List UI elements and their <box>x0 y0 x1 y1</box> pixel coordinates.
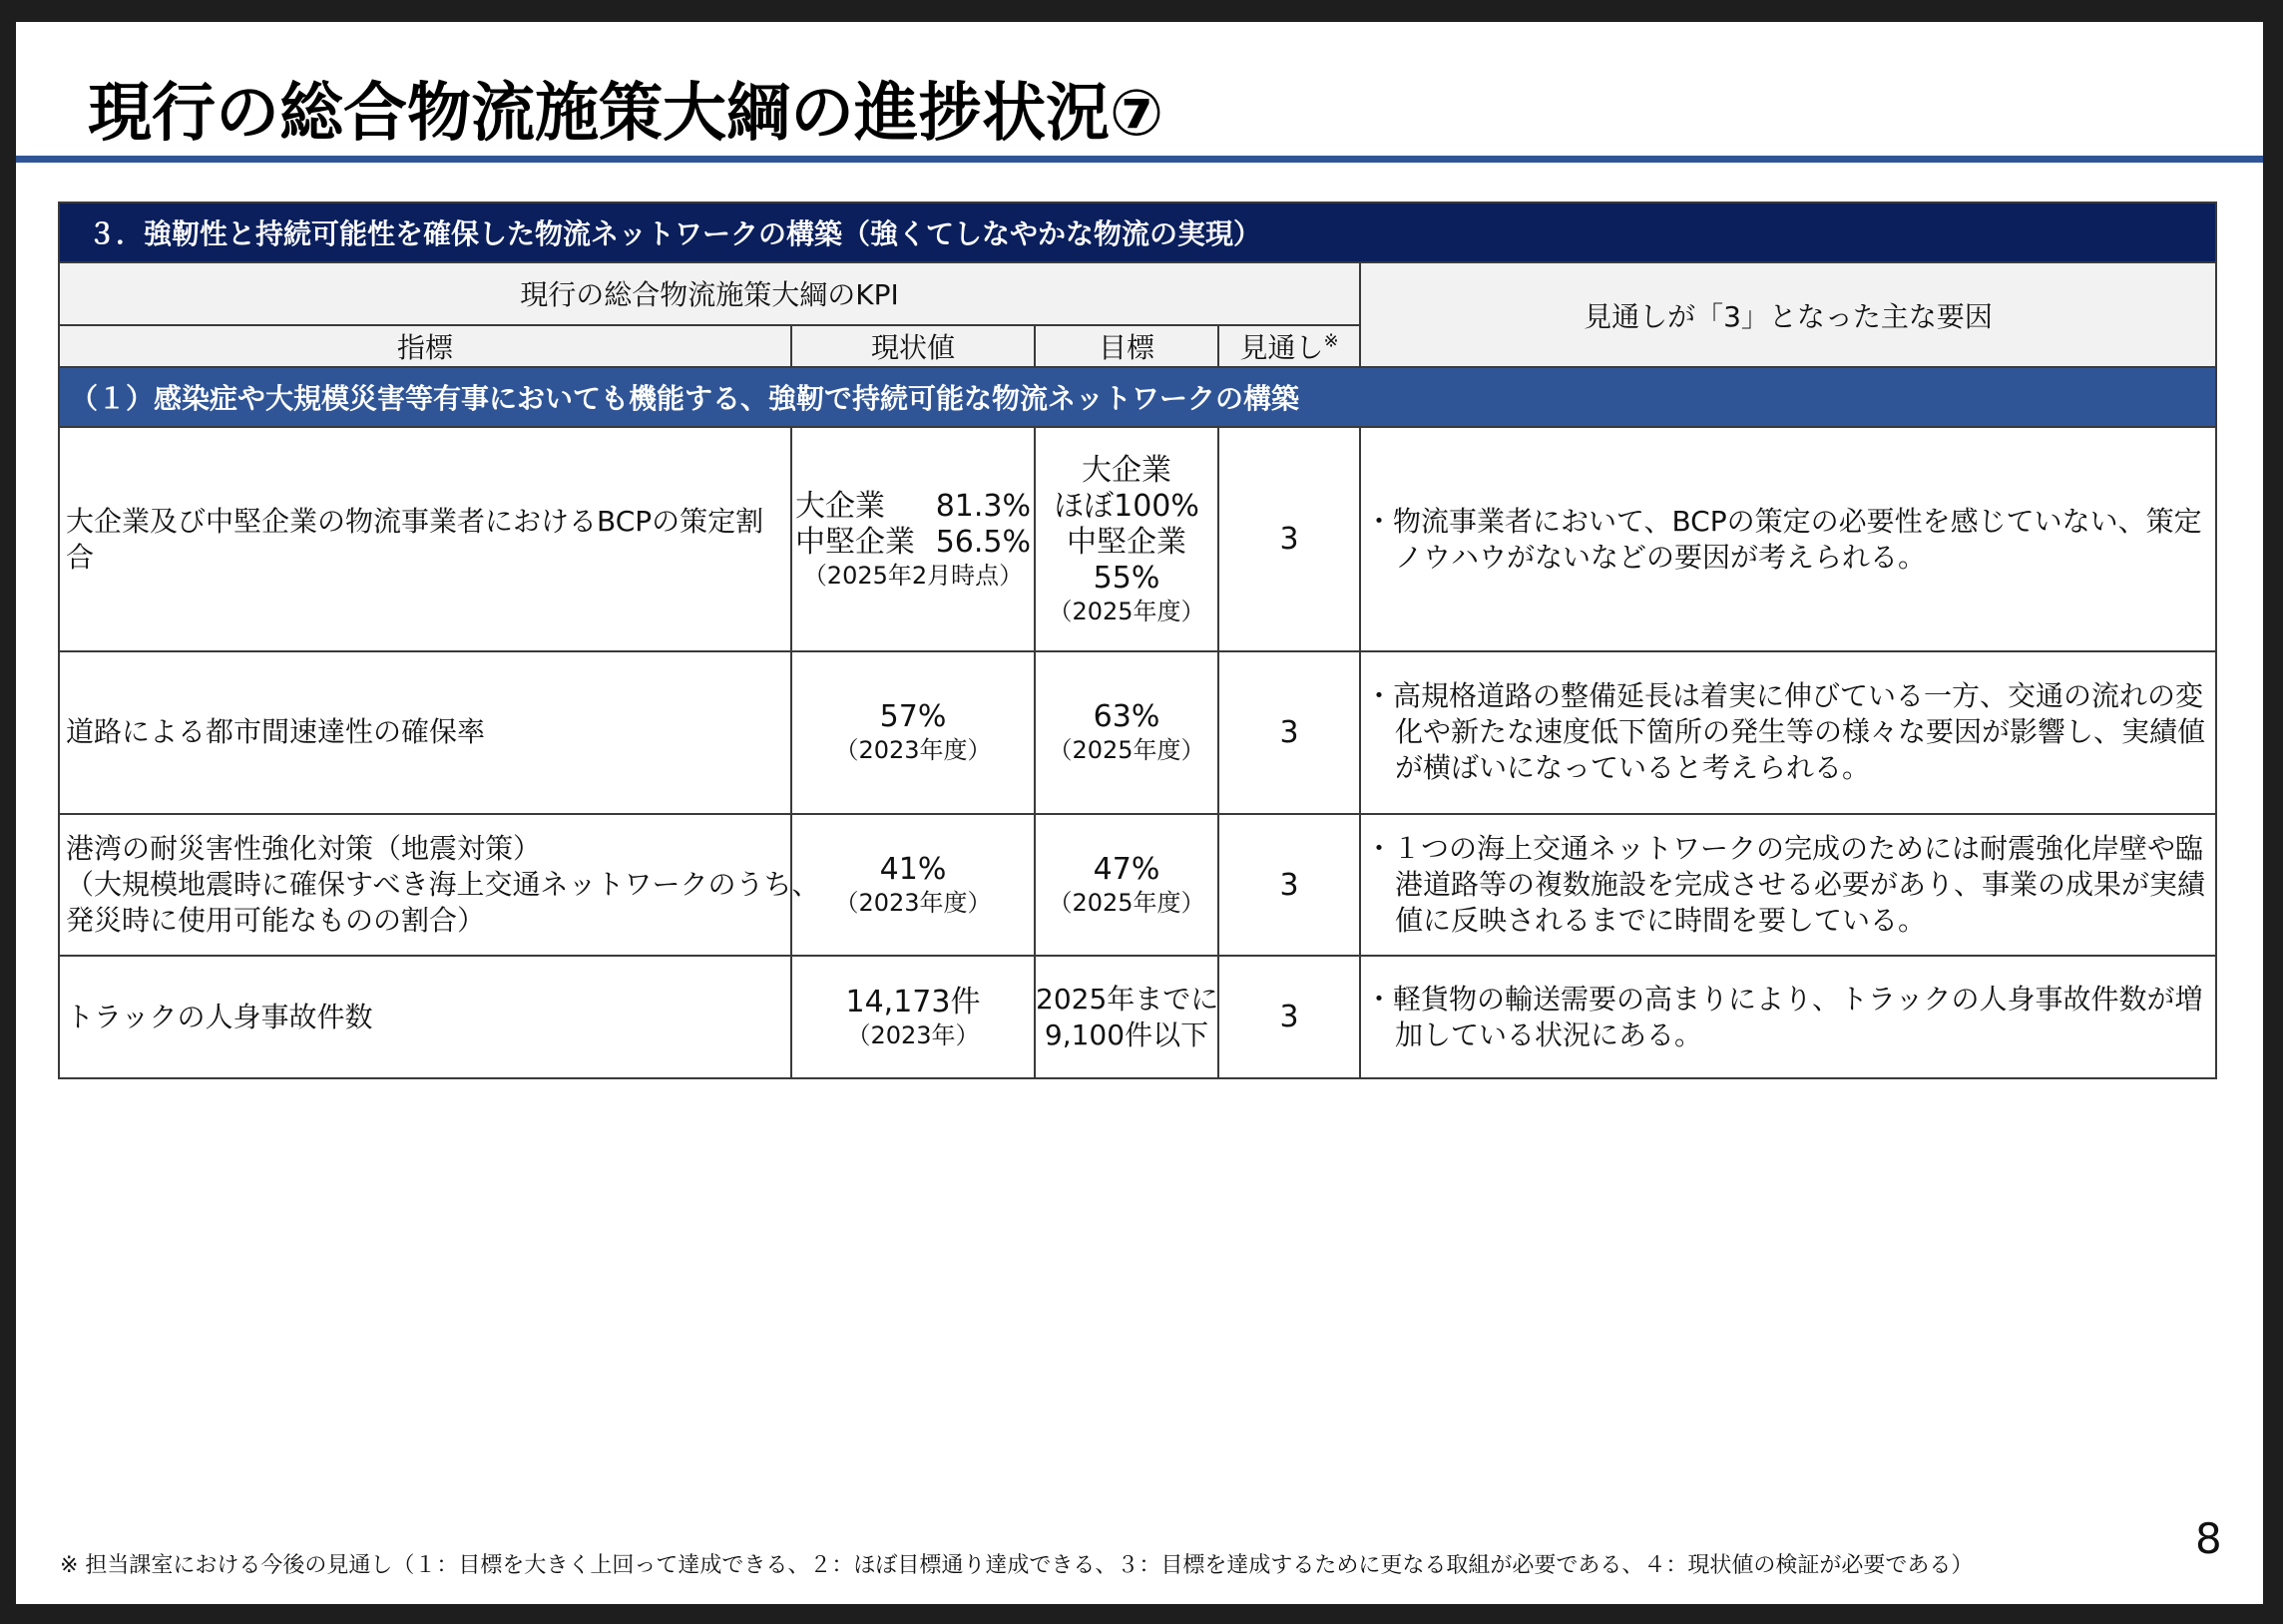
footnote: ※ 担当課室における今後の見通し（１：目標を大きく上回って達成できる、２：ほぼ目標通り達成できる、３：目標を達成するために更なる取組が必要である、４：現状値の検証が必要である） <box>60 1553 1974 1578</box>
indicator-text: 大企業及び中堅企業の物流事業者におけるBCPの策定割合 <box>66 504 764 574</box>
outlook-cell: 3 <box>1218 814 1360 957</box>
title-rule <box>16 156 2263 163</box>
page-number: 8 <box>2195 1514 2222 1563</box>
current-value: 57% <box>879 699 947 735</box>
table-row <box>59 651 2216 814</box>
kpi-group-header: 現行の総合物流施策大綱のKPI <box>59 262 1360 324</box>
table-row <box>59 427 2216 651</box>
outlook-cell: 3 <box>1218 651 1360 814</box>
target-line: 中堅企業 <box>1067 524 1186 560</box>
current-value: 81.3% <box>935 488 1031 524</box>
current-cell <box>791 814 1035 957</box>
target-value: 63% <box>1093 699 1160 735</box>
target-line: 55% <box>1093 560 1160 596</box>
target-note: （2025年度） <box>1048 736 1205 765</box>
current-value: 56.5% <box>935 524 1031 560</box>
target-cell <box>1035 814 1218 957</box>
target-cell <box>1035 651 1218 814</box>
current-value: 14,173件 <box>845 984 981 1019</box>
outlook-cell: 3 <box>1218 427 1360 651</box>
reason-cell: ・高規格道路の整備延長は着実に伸びている一方、交通の流れの変化や新たな速度低下箇所の発生等の様々な要因が影響し、実績値が横ばいになっていると考えられる。 <box>1360 651 2216 814</box>
target-line: ほぼ100% <box>1054 488 1199 524</box>
current-note: （2023年） <box>846 1020 980 1049</box>
target-note: （2025年度） <box>1048 597 1205 625</box>
reason-header: 見通しが「3」となった主な要因 <box>1360 262 2216 366</box>
target-line: 9,100件以下 <box>1044 1017 1209 1051</box>
outlook-cell: 3 <box>1218 956 1360 1078</box>
current-label: 中堅企業 <box>795 524 915 560</box>
column-header-current: 現状値 <box>791 325 1035 367</box>
indicator-cell: 道路による都市間速達性の確保率 <box>59 651 791 814</box>
column-header-outlook <box>1218 325 1360 367</box>
indicator-line: 発災時に使用可能なものの割合） <box>66 904 486 938</box>
current-label: 大企業 <box>795 488 885 524</box>
outlook-footnote-mark: ※ <box>1323 330 1339 352</box>
kpi-table <box>58 202 2217 1079</box>
current-note: （2023年度） <box>834 889 992 918</box>
target-value: 47% <box>1093 852 1160 888</box>
current-cell <box>791 427 1035 651</box>
current-cell <box>791 956 1035 1078</box>
subsection-header: （１）感染症や大規模災害等有事においても機能する、強靭で持続可能な物流ネットワークの構築 <box>59 367 2216 427</box>
current-line <box>792 489 1034 525</box>
target-cell <box>1035 427 1218 651</box>
reason-cell: ・１つの海上交通ネットワークの完成のためには耐震強化岸壁や臨港道路等の複数施設を完成させる必要があり、事業の成果が実績値に反映されるまでに時間を要している。 <box>1360 814 2216 957</box>
slide-title: 現行の総合物流施策大綱の進捗状況⑦ <box>88 77 1164 151</box>
current-note: （2023年度） <box>834 736 992 765</box>
target-line: 2025年までに <box>1036 982 1219 1015</box>
outlook-label: 見通し <box>1239 330 1324 364</box>
section-header: ３．強靭性と持続可能性を確保した物流ネットワークの構築（強くてしなやかな物流の実現） <box>59 203 2216 262</box>
reason-cell: ・軽貨物の輸送需要の高まりにより、トラックの人身事故件数が増加している状況にある。 <box>1360 956 2216 1078</box>
slide <box>16 22 2263 1604</box>
table-row <box>59 814 2216 957</box>
indicator-cell <box>59 427 791 651</box>
target-line: 大企業 <box>1082 452 1171 488</box>
target-note: （2025年度） <box>1048 889 1205 918</box>
indicator-cell <box>59 814 820 957</box>
indicator-cell: トラックの人身事故件数 <box>59 956 791 1078</box>
current-cell <box>791 651 1035 814</box>
column-header-indicator: 指標 <box>59 325 791 367</box>
table-row <box>59 956 2216 1078</box>
current-value: 41% <box>879 852 947 888</box>
current-note: （2025年2月時点） <box>802 561 1024 590</box>
current-line <box>792 525 1034 561</box>
target-cell <box>1035 956 1218 1078</box>
column-header-target: 目標 <box>1035 325 1218 367</box>
indicator-line: （大規模地震時に確保すべき海上交通ネットワークのうち、 <box>66 868 820 902</box>
reason-cell: ・物流事業者において、BCPの策定の必要性を感じていない、策定ノウハウがないなどの要因が考えられる。 <box>1360 427 2216 651</box>
indicator-line: 港湾の耐災害性強化対策（地震対策） <box>66 832 542 866</box>
